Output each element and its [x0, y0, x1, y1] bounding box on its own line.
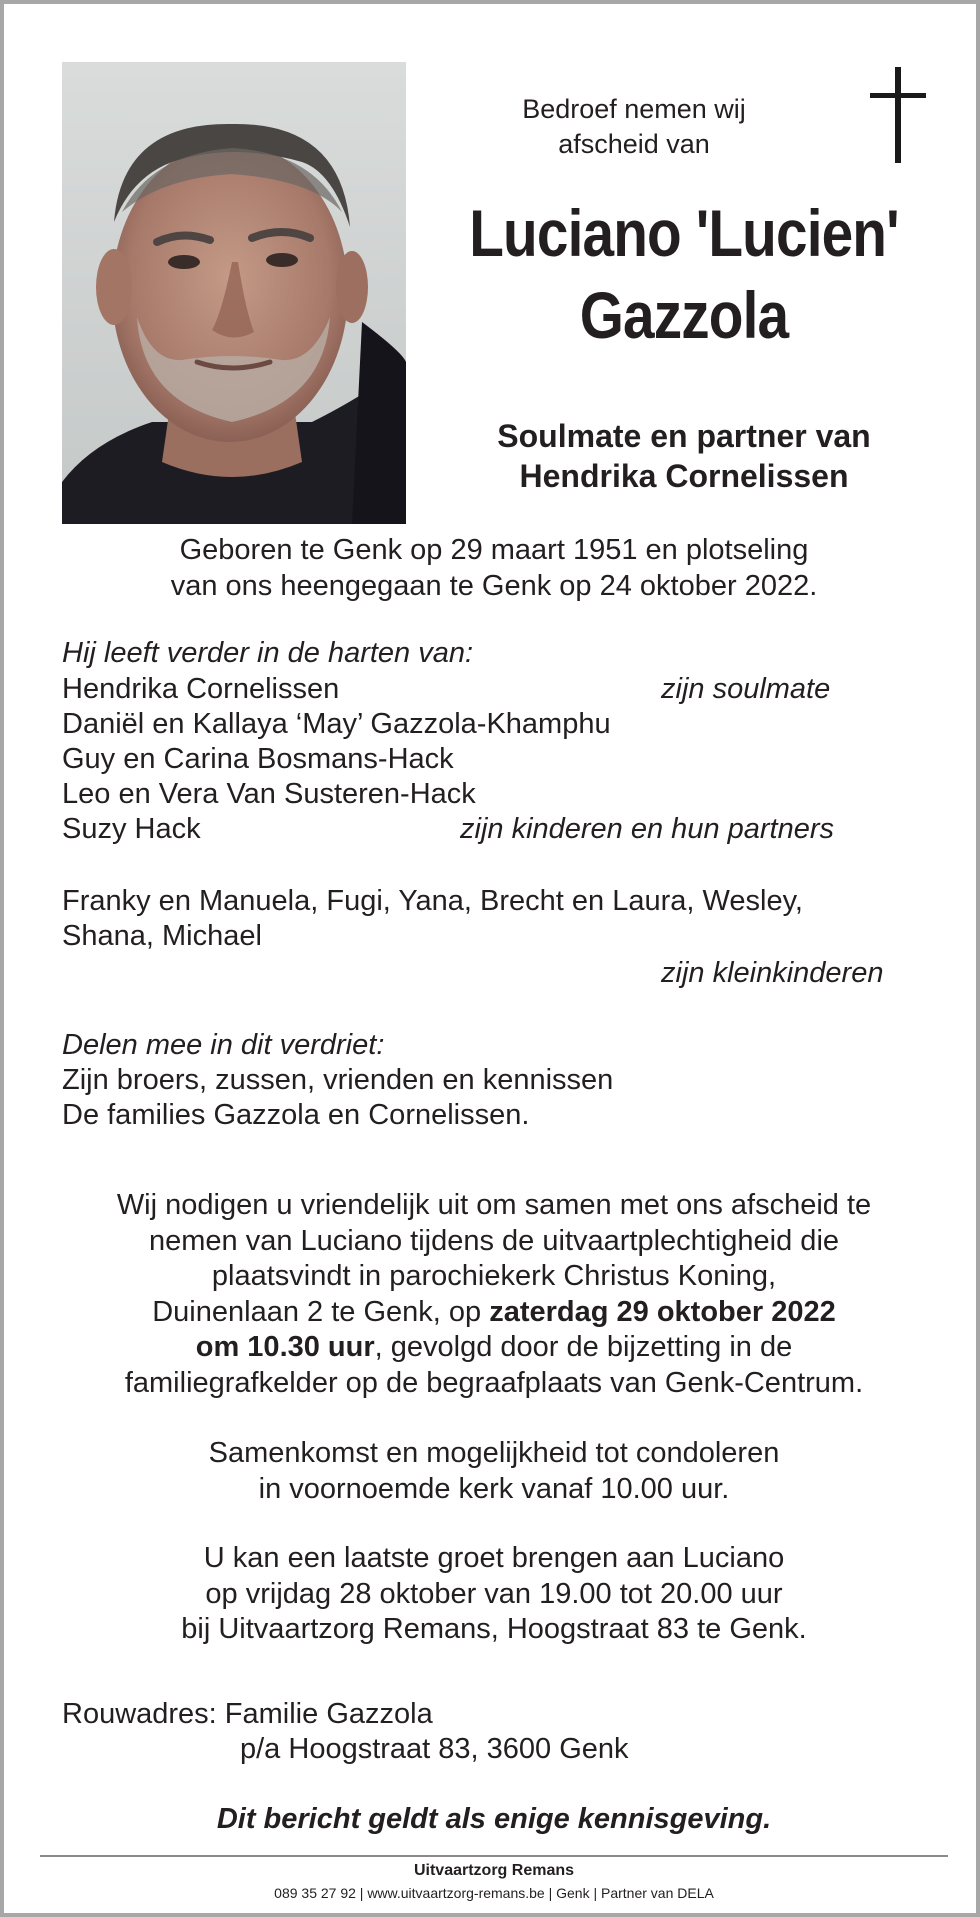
footer-contact: 089 35 27 92 | www.uitvaartzorg-remans.be | Genk | Partner van DELA — [274, 1885, 714, 1901]
list-item: Leo en Vera Van Susteren-Hack — [62, 778, 476, 810]
ceremony-text: Wij nodigen u vriendelijk uit om samen met ons afscheid te nemen van Luciano tijdens de uitvaartplechtigheid die plaatsvindt in parochiekerk Christus Koning, Duinenlaan 2 te Genk, op zaterdag 29 oktober 2022 om 10.30 uur, gevolgd door de bijzetting in de familiegrafkelder op de begraafplaats van Genk-Centrum. — [116, 1189, 872, 1399]
grandchildren-list: Franky en Manuela, Fugi, Yana, Brecht en Laura, Wesley, Shana, Michael — [62, 885, 803, 952]
list-item: Daniël en Kallaya ‘May’ Gazzola-Khamphu — [62, 708, 611, 740]
portrait-photo — [62, 62, 406, 524]
list-item: Guy en Carina Bosmans-Hack — [62, 743, 454, 775]
deceased-name: Luciano 'Lucien' Gazzola — [469, 196, 899, 352]
partner-line: Soulmate en partner van Hendrika Cornelissen — [497, 418, 871, 494]
mourning-address: Rouwadres: Familie Gazzola p/a Hoogstraat 83, 3600 Genk — [62, 1698, 629, 1765]
footer-divider — [40, 1855, 948, 1857]
birth-death-text: Geboren te Genk op 29 maart 1951 en plotseling van ons heengegaan te Genk op 24 oktober 2022. — [170, 534, 818, 602]
children-relation: zijn kinderen en hun partners — [460, 813, 835, 845]
visit-text: U kan een laatste groet brengen aan Luciano op vrijdag 28 oktober van 19.00 tot 20.00 uur bij Uitvaartzorg Remans, Hoogstraat 83 te Genk. — [181, 1542, 807, 1645]
cross-icon — [870, 67, 926, 163]
portrait-illustration — [62, 62, 406, 524]
intro-text: Bedroef nemen wij afscheid van — [522, 94, 746, 159]
list-item: Suzy Hack — [62, 813, 201, 845]
grandchildren-relation: zijn kleinkinderen — [661, 957, 884, 989]
sharing-heading: Delen mee in dit verdriet: — [62, 1029, 385, 1061]
gathering-text: Samenkomst en mogelijkheid tot condoleren in voornoemde kerk vanaf 10.00 uur. — [208, 1437, 780, 1505]
survivors-heading: Hij leeft verder in de harten van: — [62, 637, 474, 669]
soulmate-relation: zijn soulmate — [661, 673, 831, 705]
notice-text: Dit bericht geldt als enige kennisgeving. — [216, 1803, 772, 1835]
footer-company: Uitvaartzorg Remans — [413, 1862, 575, 1879]
sharing-section: Delen mee in dit verdriet: Zijn broers, zussen, vrienden en kennissen De families Gazzola en Cornelissen. — [62, 1029, 614, 1131]
list-item: Hendrika Cornelissen — [62, 673, 340, 705]
